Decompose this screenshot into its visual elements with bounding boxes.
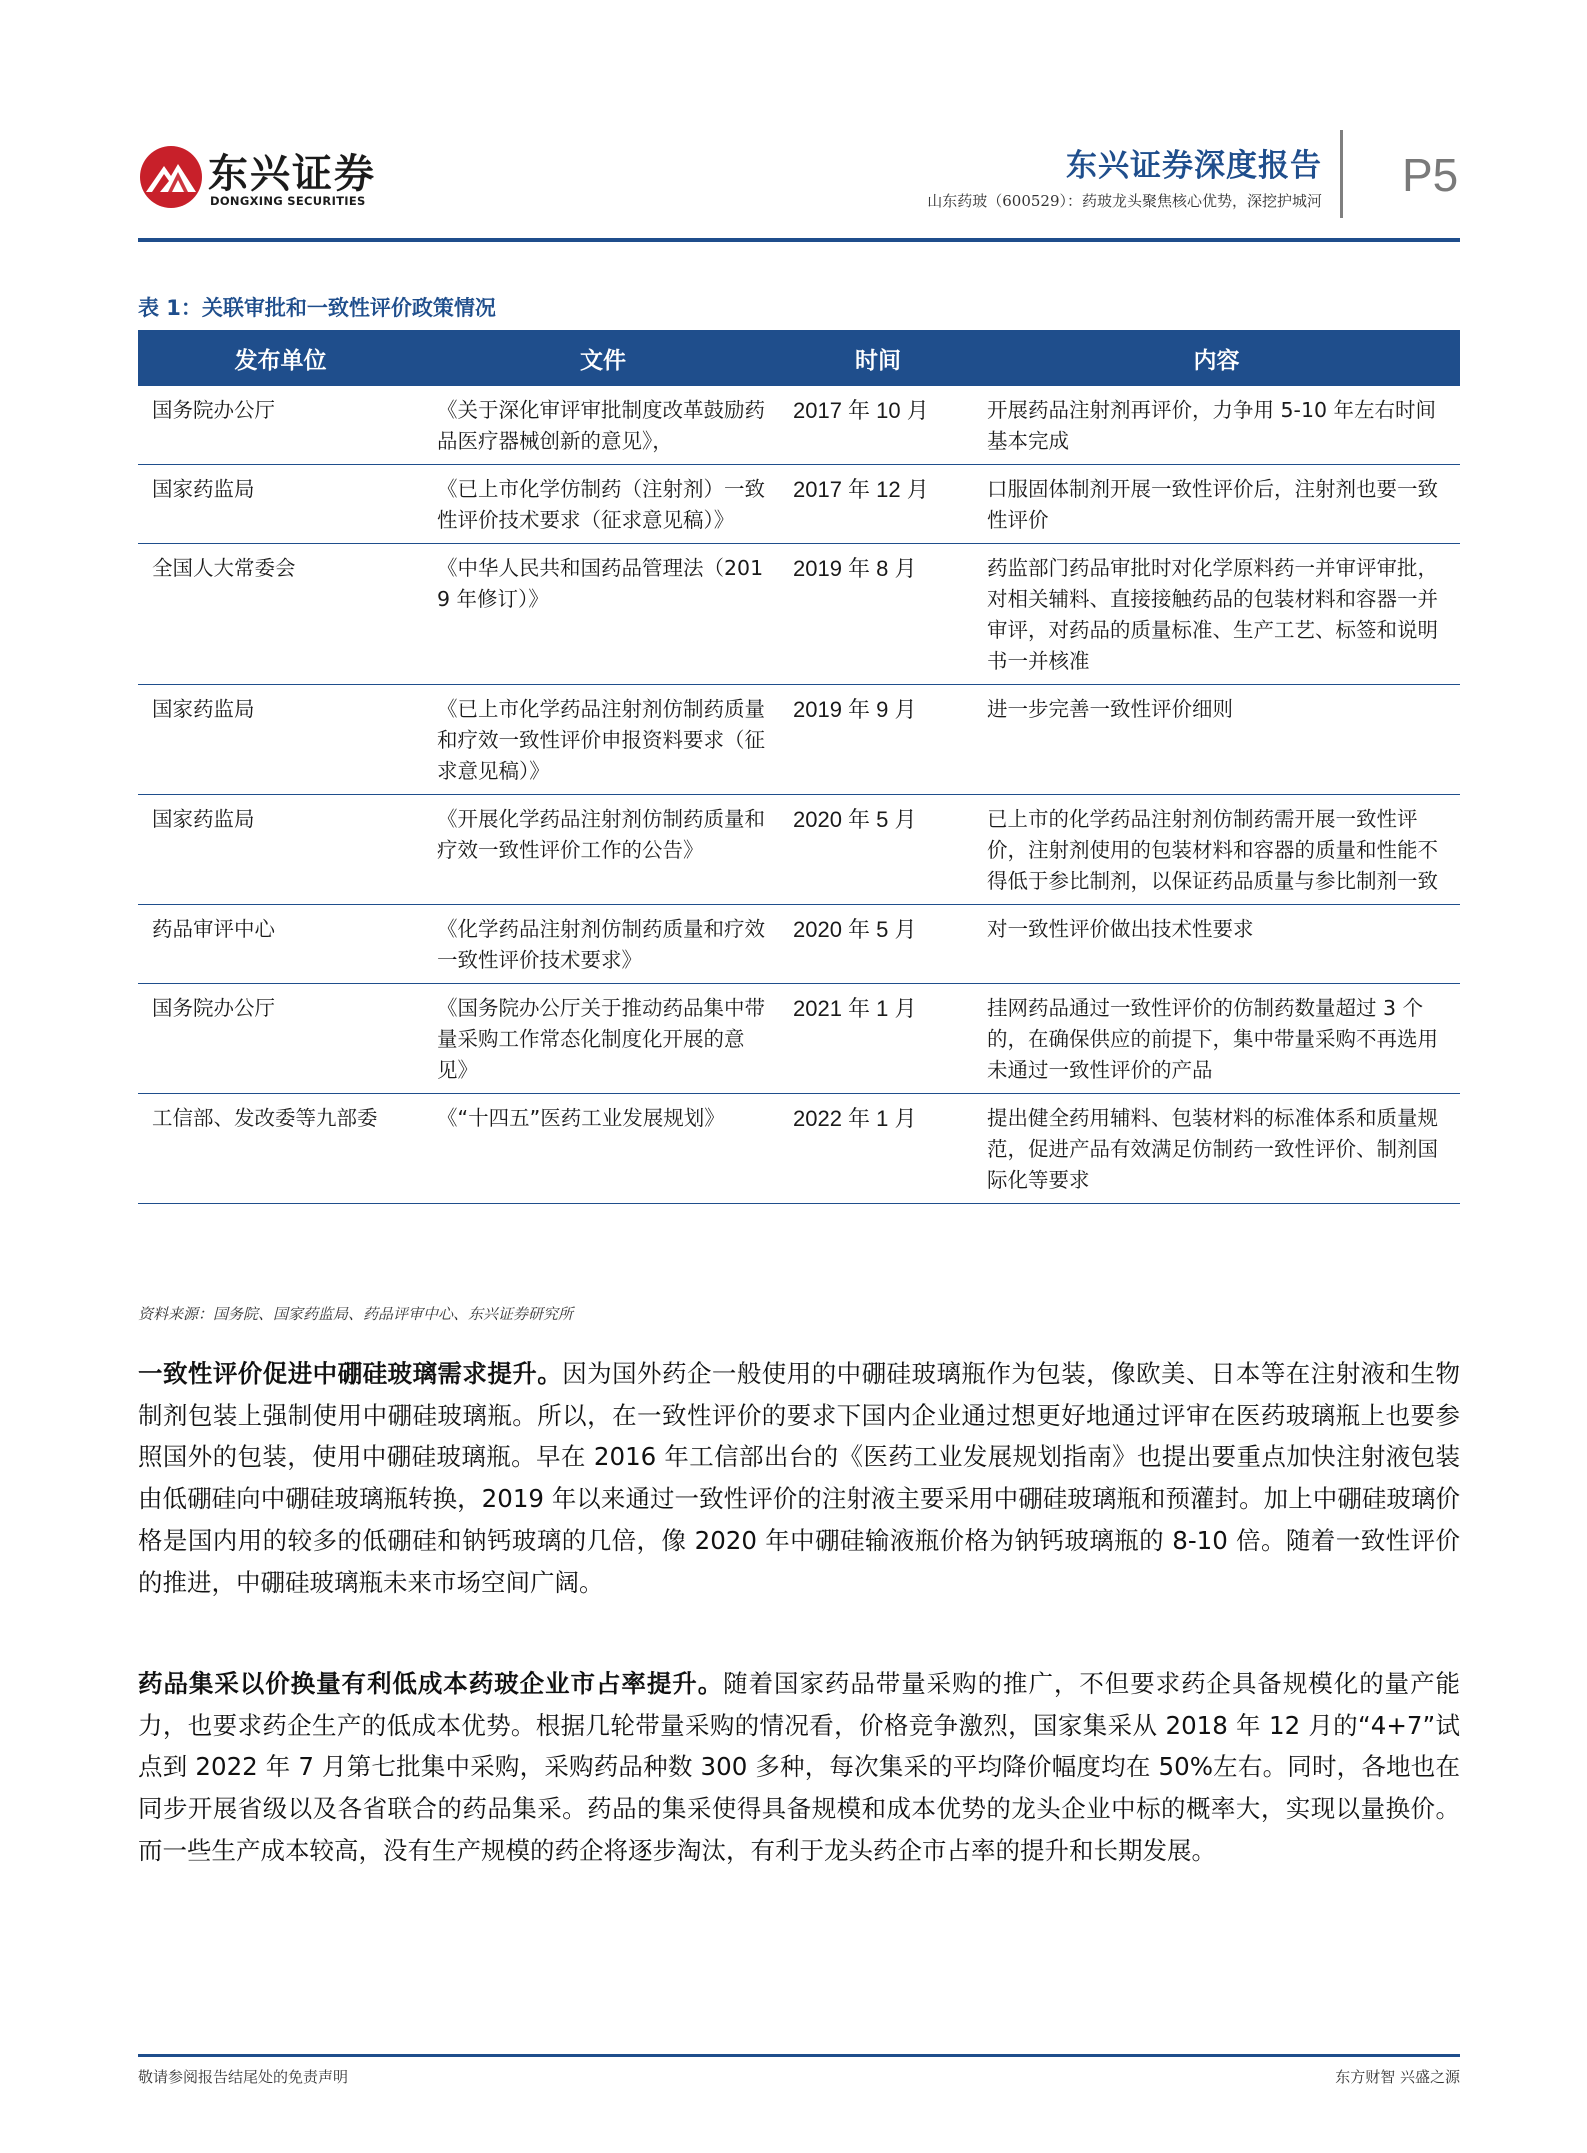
cell-date: 2019 年 9 月 (783, 685, 973, 795)
cell-issuer: 国家药监局 (138, 685, 423, 795)
cell-issuer: 工信部、发改委等九部委 (138, 1094, 423, 1204)
table-row (138, 544, 1460, 685)
cell-issuer: 国家药监局 (138, 795, 423, 905)
header-rule (138, 238, 1460, 242)
table-row (138, 685, 1460, 795)
column-header-document: 文件 (423, 330, 783, 386)
cell-content: 进一步完善一致性评价细则 (973, 685, 1460, 795)
column-header-date: 时间 (783, 330, 973, 386)
paragraph-lead: 药品集采以价换量有利低成本药玻企业市占率提升。 (138, 1669, 724, 1698)
cell-content: 提出健全药用辅料、包装材料的标准体系和质量规范，促进产品有效满足仿制药一致性评价、制剂国际化等要求 (973, 1094, 1460, 1204)
paragraph-text: 因为国外药企一般使用的中硼硅玻璃瓶作为包装，像欧美、日本等在注射液和生物制剂包装上强制使用中硼硅玻璃瓶。所以，在一致性评价的要求下国内企业通过想更好地通过评审在医药玻璃瓶上也要参照国外的包装，使用中硼硅玻璃瓶。早在 2016 年工信部出台的《医药工业发展规划指南》也提出要重点加快注射液包装由低硼硅向中硼硅玻璃瓶转换，2019 年以来通过一致性评价的注射液主要采用中硼硅玻璃瓶和预灌封。加上中硼硅玻璃价格是国内用的较多的低硼硅和钠钙玻璃的几倍，像 2020 年中硼硅输液瓶价格为钠钙玻璃瓶的 8-10 倍。随着一致性评价的推进，中硼硅玻璃瓶未来市场空间广阔。 (138, 1359, 1461, 1597)
cell-issuer: 国务院办公厅 (138, 386, 423, 465)
cell-document: 《已上市化学药品注射剂仿制药质量和疗效一致性评价申报资料要求（征求意见稿）》 (423, 685, 783, 795)
report-subtitle: 山东药玻（600529）：药玻龙头聚焦核心优势，深挖护城河 (927, 192, 1322, 210)
cell-issuer: 全国人大常委会 (138, 544, 423, 685)
logo-text-en: DONGXING SECURITIES (210, 194, 366, 208)
cell-document: 《开展化学药品注射剂仿制药质量和疗效一致性评价工作的公告》 (423, 795, 783, 905)
table-row (138, 465, 1460, 544)
footer-rule (138, 2054, 1460, 2057)
cell-document: 《已上市化学仿制药（注射剂）一致性评价技术要求（征求意见稿）》 (423, 465, 783, 544)
paragraph-borosilicate-demand (138, 1353, 1460, 1603)
cell-document: 《关于深化审评审批制度改革鼓励药品医疗器械创新的意见》， (423, 386, 783, 465)
cell-content: 对一致性评价做出技术性要求 (973, 905, 1460, 984)
company-logo (138, 138, 378, 218)
policy-table (138, 330, 1460, 1204)
table-row (138, 984, 1460, 1094)
header-divider (1340, 130, 1343, 218)
table-row (138, 386, 1460, 465)
footer-slogan: 东方财智 兴盛之源 (1335, 2068, 1460, 2086)
table-row (138, 795, 1460, 905)
cell-document: 《“十四五”医药工业发展规划》 (423, 1094, 783, 1204)
column-header-issuer: 发布单位 (138, 330, 423, 386)
cell-date: 2020 年 5 月 (783, 795, 973, 905)
cell-date: 2019 年 8 月 (783, 544, 973, 685)
paragraph-volume-procurement (138, 1663, 1460, 1872)
paragraph-text: 随着国家药品带量采购的推广，不但要求药企具备规模化的量产能力，也要求药企生产的低成本优势。根据几轮带量采购的情况看，价格竞争激烈，国家集采从 2018 年 12 月的“4+7”试点到 2022 年 7 月第七批集中采购，采购药品种数 300 多种，每次集采的平均降价幅度均在 50%左右。同时，各地也在同步开展省级以及各省联合的药品集采。药品的集采使得具备规模和成本优势的龙头企业中标的概率大，实现以量换价。而一些生产成本较高，没有生产规模的药企将逐步淘汰，有利于龙头药企市占率的提升和长期发展。 (138, 1669, 1461, 1865)
cell-content: 已上市的化学药品注射剂仿制药需开展一致性评价，注射剂使用的包装材料和容器的质量和性能不得低于参比制剂，以保证药品质量与参比制剂一致 (973, 795, 1460, 905)
table-row (138, 905, 1460, 984)
logo-mountain-icon (138, 144, 204, 210)
cell-date: 2017 年 10 月 (783, 386, 973, 465)
cell-date: 2017 年 12 月 (783, 465, 973, 544)
cell-content: 口服固体制剂开展一致性评价后，注射剂也要一致性评价 (973, 465, 1460, 544)
report-title: 东兴证券深度报告 (1066, 148, 1322, 184)
cell-date: 2021 年 1 月 (783, 984, 973, 1094)
cell-document: 《国务院办公厅关于推动药品集中带量采购工作常态化制度化开展的意见》 (423, 984, 783, 1094)
table-row (138, 1094, 1460, 1204)
cell-issuer: 国务院办公厅 (138, 984, 423, 1094)
cell-content: 开展药品注射剂再评价，力争用 5-10 年左右时间基本完成 (973, 386, 1460, 465)
table-header-row (138, 330, 1460, 386)
table-caption: 表 1：关联审批和一致性评价政策情况 (138, 296, 496, 320)
cell-issuer: 国家药监局 (138, 465, 423, 544)
cell-content: 挂网药品通过一致性评价的仿制药数量超过 3 个的，在确保供应的前提下，集中带量采购不再选用未通过一致性评价的产品 (973, 984, 1460, 1094)
page-number: P5 (1402, 149, 1459, 201)
cell-document: 《中华人民共和国药品管理法（2019 年修订）》 (423, 544, 783, 685)
cell-document: 《化学药品注射剂仿制药质量和疗效一致性评价技术要求》 (423, 905, 783, 984)
cell-date: 2020 年 5 月 (783, 905, 973, 984)
cell-date: 2022 年 1 月 (783, 1094, 973, 1204)
logo-text-cn: 东兴证券 (208, 151, 376, 197)
column-header-content: 内容 (973, 330, 1460, 386)
footer-disclaimer: 敬请参阅报告结尾处的免责声明 (138, 2068, 349, 2086)
cell-issuer: 药品审评中心 (138, 905, 423, 984)
cell-content: 药监部门药品审批时对化学原料药一并审评审批，对相关辅料、直接接触药品的包装材料和容器一并审评，对药品的质量标准、生产工艺、标签和说明书一并核准 (973, 544, 1460, 685)
table-source-note: 资料来源：国务院、国家药监局、药品评审中心、东兴证券研究所 (138, 1305, 574, 1323)
paragraph-lead: 一致性评价促进中硼硅玻璃需求提升。 (138, 1359, 563, 1388)
